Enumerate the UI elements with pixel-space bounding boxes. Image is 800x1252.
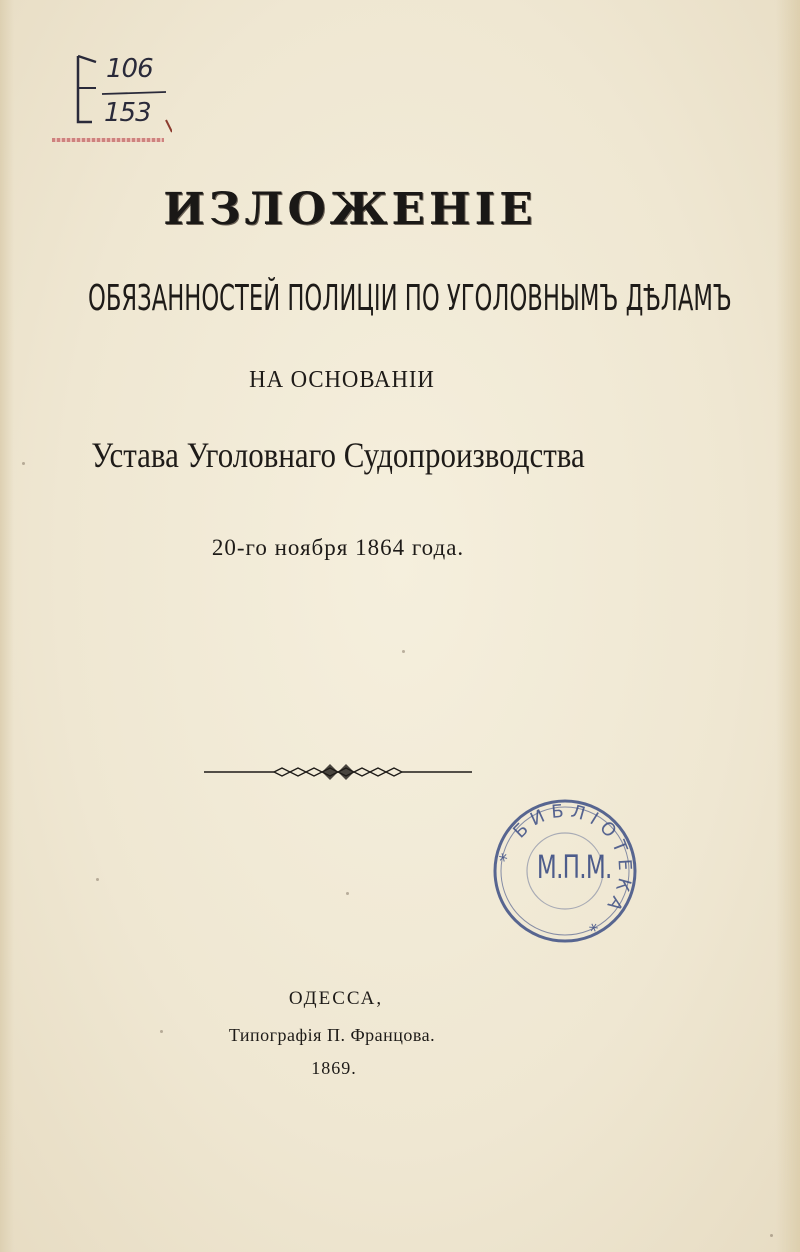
statute-name: Устава Уголовнаго Судопроизводства — [91, 435, 585, 475]
red-underline — [52, 138, 164, 142]
paper-fleck — [770, 1234, 773, 1237]
book-title: ИЗЛОЖЕНІЕ — [163, 184, 537, 235]
imprint-city: ОДЕССА, — [288, 988, 384, 1009]
imprint-printer: Типографія П. Францова. — [228, 1025, 436, 1045]
paper-fleck — [160, 1030, 163, 1033]
paper-fleck — [96, 878, 99, 881]
statute-date: 20-го ноября 1864 года. — [211, 535, 465, 560]
stamp-center-text: М.П.М. — [536, 848, 612, 886]
shelf-mark-top-number: 106 — [106, 54, 153, 84]
imprint-year: 1869. — [311, 1058, 357, 1078]
paper-fleck — [402, 650, 405, 653]
paper-fleck — [346, 892, 349, 895]
shelf-mark-bottom-number: 153 — [104, 98, 151, 128]
stamp-ring-text: * БИБЛІОТЕКА * — [495, 800, 636, 939]
ornament-divider — [204, 762, 472, 782]
paper-fleck — [22, 462, 25, 465]
page-edge-right — [776, 0, 800, 1252]
book-subtitle: ОБЯЗАННОСТЕЙ ПОЛИЦІИ ПО УГОЛОВНЫМЪ ДѢЛАМЪ — [88, 278, 732, 319]
basis-line: НА ОСНОВАНІИ — [249, 367, 435, 393]
shelf-mark — [62, 52, 172, 146]
